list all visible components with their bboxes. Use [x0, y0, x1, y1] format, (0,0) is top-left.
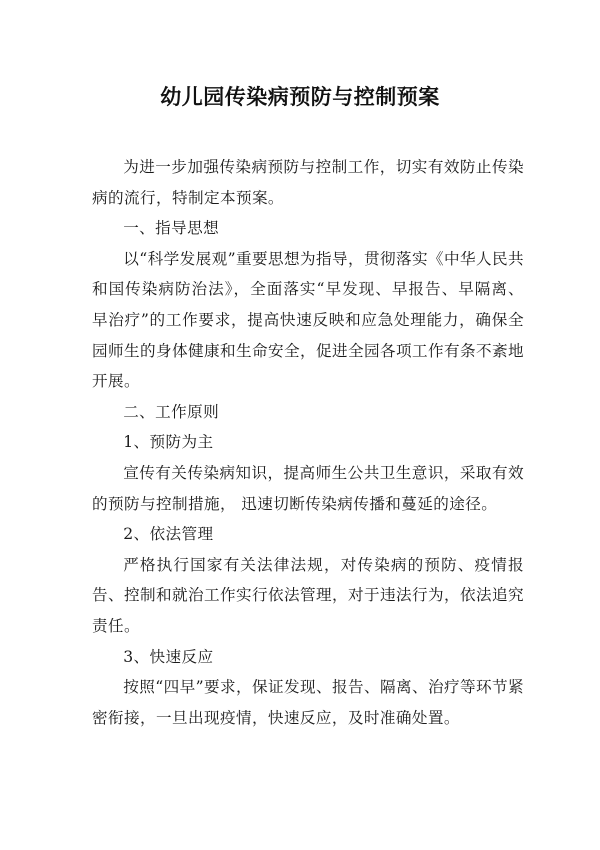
- guiding-ideology-paragraph: 以“科学发展观”重要思想为指导，贯彻落实《中华人民共和国传染病防治法》，全面落实“早发现、早报告、早隔离、早治疗”的工作要求，提高快速反映和应急处理能力，确保全园师生的身体健康和生命安全，促进全园各项工作有条不紊地开展。: [92, 249, 524, 391]
- subheading-rapid-response: 3、快速反应: [123, 647, 214, 666]
- document-title: 幼儿园传染病预防与控制预案: [160, 84, 440, 109]
- subheading-prevention-first: 1、预防为主: [123, 433, 214, 452]
- section-heading-guiding-ideology: 一、指导思想: [123, 219, 220, 238]
- prevention-first-paragraph: 宣传有关传染病知识，提高师生公共卫生意识，采取有效的预防与控制措施， 迅速切断传染病传播和蔓延的途径。: [92, 463, 524, 513]
- intro-paragraph: 为进一步加强传染病预防与控制工作，切实有效防止传染病的流行，特制定本预案。: [92, 158, 524, 207]
- document-body: [92, 152, 524, 733]
- section-heading-work-principles: 二、工作原则: [123, 402, 220, 421]
- lawful-management-paragraph: 严格执行国家有关法律法规，对传染病的预防、疫情报告、控制和就治工作实行依法管理，对于违法行为，依法追究责任。: [92, 555, 524, 635]
- rapid-response-paragraph: 按照“四早”要求，保证发现、报告、隔离、治疗等环节紧密衔接，一旦出现疫情，快速反应，及时准确处置。: [92, 678, 524, 727]
- subheading-lawful-management: 2、依法管理: [123, 525, 214, 544]
